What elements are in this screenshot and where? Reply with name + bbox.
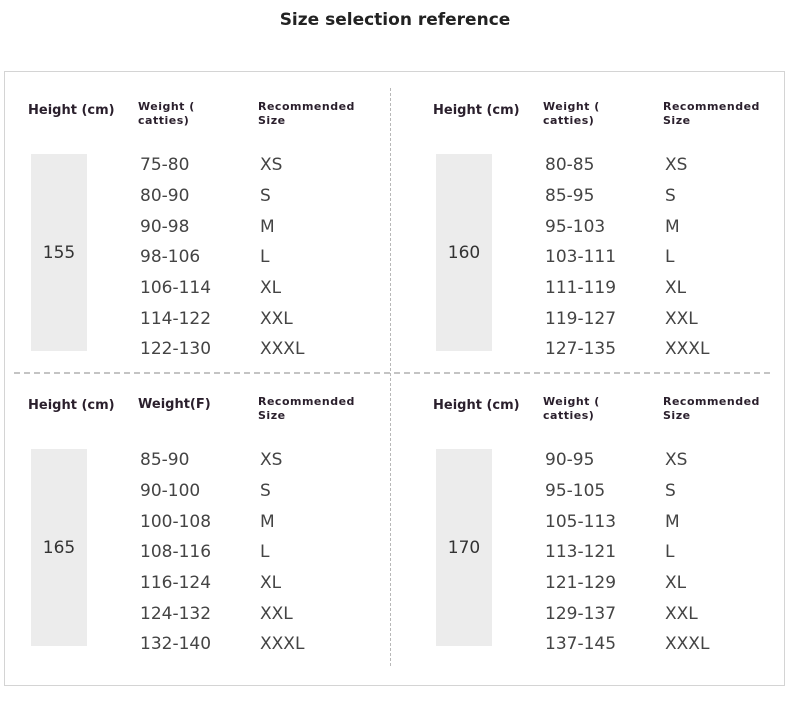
height-header: Height (cm) bbox=[28, 398, 115, 413]
size-row bbox=[140, 334, 340, 365]
weight-range: 111-119 bbox=[545, 278, 617, 299]
weight-header-line1: Weight ( bbox=[138, 100, 195, 113]
size-panel-165 bbox=[4, 385, 384, 675]
size-rows bbox=[140, 150, 340, 365]
size-header-line1: Recommended bbox=[258, 395, 355, 408]
size-row bbox=[140, 445, 340, 476]
weight-header bbox=[138, 398, 238, 412]
weight-range: 75-80 bbox=[140, 155, 190, 176]
weight-range: 124-132 bbox=[140, 603, 212, 624]
recommended-size: M bbox=[665, 216, 680, 237]
height-value-box bbox=[436, 154, 492, 351]
recommended-size: XXXL bbox=[260, 339, 305, 360]
weight-range: 90-98 bbox=[140, 216, 190, 237]
size-header-line1: Recommended bbox=[258, 100, 355, 113]
size-panel-155 bbox=[4, 90, 384, 380]
weight-header-line1: Weight ( bbox=[543, 100, 600, 113]
size-row bbox=[140, 629, 340, 660]
height-value-box bbox=[31, 154, 87, 351]
size-row bbox=[140, 273, 340, 304]
recommended-size: M bbox=[260, 216, 275, 237]
weight-range: 95-105 bbox=[545, 481, 606, 502]
height-value: 160 bbox=[447, 242, 481, 263]
weight-range: 108-116 bbox=[140, 542, 212, 563]
size-header bbox=[663, 100, 783, 128]
height-value-box bbox=[31, 449, 87, 646]
weight-range: 132-140 bbox=[140, 634, 212, 655]
weight-header bbox=[138, 100, 238, 128]
size-row bbox=[140, 181, 340, 212]
size-row bbox=[545, 445, 745, 476]
size-row bbox=[140, 506, 340, 537]
recommended-size: L bbox=[260, 542, 270, 563]
weight-header bbox=[543, 395, 643, 423]
weight-range: 105-113 bbox=[545, 511, 617, 532]
height-header: Height (cm) bbox=[28, 103, 115, 118]
recommended-size: XXL bbox=[260, 603, 293, 624]
height-header: Height (cm) bbox=[433, 103, 520, 118]
size-header-line2: Size bbox=[258, 114, 286, 127]
size-row bbox=[545, 537, 745, 568]
recommended-size: XS bbox=[260, 450, 283, 471]
size-row bbox=[545, 150, 745, 181]
size-header-line1: Recommended bbox=[663, 395, 760, 408]
weight-range: 103-111 bbox=[545, 247, 617, 268]
weight-header-line2: catties) bbox=[543, 114, 595, 127]
weight-header bbox=[543, 100, 643, 128]
recommended-size: M bbox=[665, 511, 680, 532]
size-header bbox=[663, 395, 783, 423]
size-row bbox=[140, 537, 340, 568]
size-row bbox=[545, 629, 745, 660]
size-row bbox=[140, 476, 340, 507]
size-panel-170 bbox=[409, 385, 789, 675]
size-row bbox=[140, 242, 340, 273]
weight-range: 98-106 bbox=[140, 247, 201, 268]
height-value: 165 bbox=[42, 537, 76, 558]
weight-header-line2: catties) bbox=[138, 114, 190, 127]
recommended-size: XXXL bbox=[665, 634, 710, 655]
recommended-size: S bbox=[260, 186, 271, 207]
weight-range: 137-145 bbox=[545, 634, 617, 655]
size-row bbox=[545, 568, 745, 599]
size-rows bbox=[545, 445, 745, 660]
page-title: Size selection reference bbox=[279, 10, 511, 30]
weight-range: 100-108 bbox=[140, 511, 212, 532]
height-value-box bbox=[436, 449, 492, 646]
size-header bbox=[258, 100, 378, 128]
height-value: 170 bbox=[447, 537, 481, 558]
size-row bbox=[140, 150, 340, 181]
size-rows bbox=[545, 150, 745, 365]
weight-header-line1: Weight(F) bbox=[138, 397, 211, 412]
recommended-size: XL bbox=[665, 278, 687, 299]
size-header bbox=[258, 395, 378, 423]
height-value: 155 bbox=[42, 242, 76, 263]
weight-range: 106-114 bbox=[140, 278, 212, 299]
weight-header-line2: catties) bbox=[543, 409, 595, 422]
weight-range: 119-127 bbox=[545, 308, 617, 329]
weight-range: 127-135 bbox=[545, 339, 617, 360]
recommended-size: S bbox=[665, 186, 676, 207]
size-row bbox=[545, 181, 745, 212]
weight-range: 95-103 bbox=[545, 216, 606, 237]
recommended-size: S bbox=[665, 481, 676, 502]
weight-range: 114-122 bbox=[140, 308, 212, 329]
size-row bbox=[545, 273, 745, 304]
recommended-size: XS bbox=[260, 155, 283, 176]
recommended-size: XS bbox=[665, 155, 688, 176]
size-header-line2: Size bbox=[663, 114, 691, 127]
size-row bbox=[545, 476, 745, 507]
size-row bbox=[545, 598, 745, 629]
size-row bbox=[545, 303, 745, 334]
recommended-size: M bbox=[260, 511, 275, 532]
size-row bbox=[140, 568, 340, 599]
size-header-line2: Size bbox=[258, 409, 286, 422]
recommended-size: XL bbox=[665, 573, 687, 594]
size-rows bbox=[140, 445, 340, 660]
weight-range: 85-90 bbox=[140, 450, 190, 471]
recommended-size: L bbox=[665, 247, 675, 268]
size-row bbox=[140, 303, 340, 334]
size-row bbox=[545, 334, 745, 365]
recommended-size: XXL bbox=[665, 603, 698, 624]
weight-range: 121-129 bbox=[545, 573, 617, 594]
weight-range: 129-137 bbox=[545, 603, 617, 624]
size-row bbox=[140, 598, 340, 629]
recommended-size: XL bbox=[260, 573, 282, 594]
recommended-size: L bbox=[260, 247, 270, 268]
size-row bbox=[545, 242, 745, 273]
weight-range: 80-85 bbox=[545, 155, 595, 176]
weight-range: 80-90 bbox=[140, 186, 190, 207]
weight-range: 90-95 bbox=[545, 450, 595, 471]
recommended-size: XXL bbox=[665, 308, 698, 329]
weight-range: 122-130 bbox=[140, 339, 212, 360]
size-row bbox=[545, 211, 745, 242]
weight-range: 85-95 bbox=[545, 186, 595, 207]
weight-range: 113-121 bbox=[545, 542, 617, 563]
recommended-size: XS bbox=[665, 450, 688, 471]
size-row bbox=[545, 506, 745, 537]
recommended-size: L bbox=[665, 542, 675, 563]
vertical-divider bbox=[390, 88, 391, 666]
recommended-size: XXXL bbox=[260, 634, 305, 655]
size-header-line2: Size bbox=[663, 409, 691, 422]
weight-range: 90-100 bbox=[140, 481, 201, 502]
size-panel-160 bbox=[409, 90, 789, 380]
recommended-size: XXL bbox=[260, 308, 293, 329]
size-row bbox=[140, 211, 340, 242]
recommended-size: S bbox=[260, 481, 271, 502]
recommended-size: XL bbox=[260, 278, 282, 299]
recommended-size: XXXL bbox=[665, 339, 710, 360]
height-header: Height (cm) bbox=[433, 398, 520, 413]
weight-range: 116-124 bbox=[140, 573, 212, 594]
weight-header-line1: Weight ( bbox=[543, 395, 600, 408]
size-header-line1: Recommended bbox=[663, 100, 760, 113]
